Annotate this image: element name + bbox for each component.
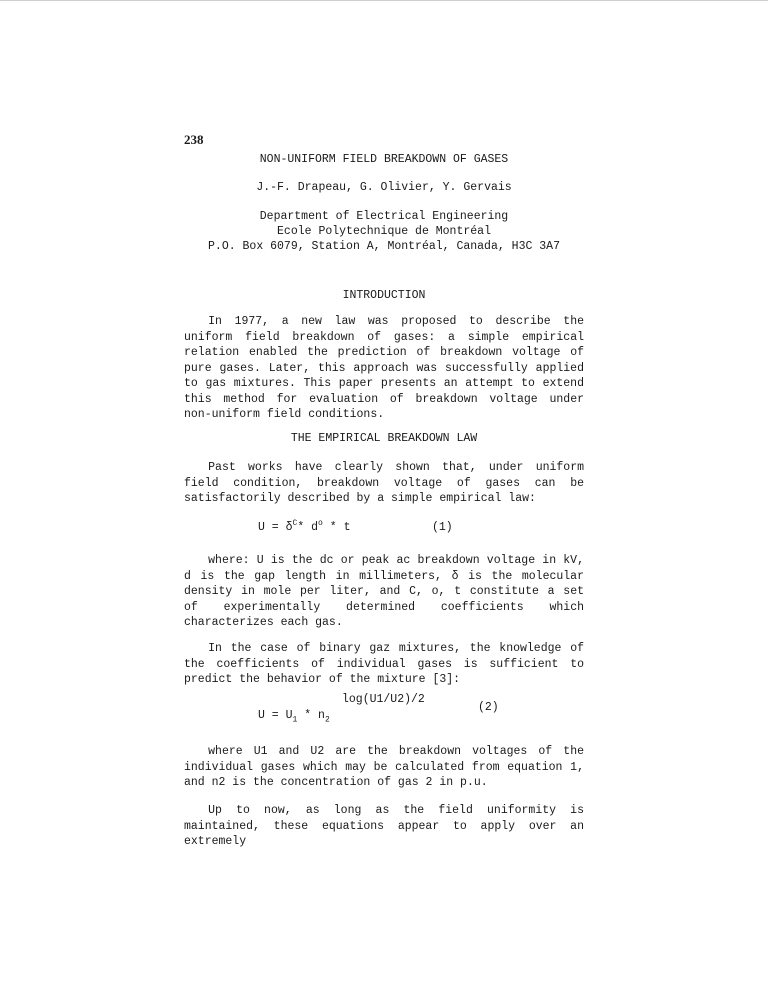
equation-2-number: (2) <box>478 701 499 714</box>
section-heading-empirical-law: THE EMPIRICAL BREAKDOWN LAW <box>290 432 478 445</box>
equation-2-exponent: log(U1/U2)/2 <box>342 693 425 706</box>
affiliation-department: Department of Electrical Engineering <box>259 210 509 223</box>
page-number: 238 <box>184 132 204 147</box>
law-paragraph-continuation: Up to now, as long as the field uniformity is maintained, these equations appear to apply over an extremely <box>184 804 584 848</box>
eq2-sub-2: 2 <box>324 715 330 725</box>
equation-2 <box>258 708 330 724</box>
law-paragraph-mixtures: In the case of binary gaz mixtures, the knowledge of the coefficients of individual gases is sufficient to predict the behavior of the mixture [3]: <box>184 642 584 686</box>
eq1-exponent-c: C <box>292 519 298 529</box>
paper-title: NON-UNIFORM FIELD BREAKDOWN OF GASES <box>259 153 509 166</box>
equation-1 <box>258 520 350 536</box>
section-heading-introduction: INTRODUCTION <box>342 289 426 302</box>
page-top-rule <box>0 0 768 1</box>
eq1-lhs: U = δ <box>258 521 293 534</box>
eq2-sub-1: 1 <box>292 715 298 725</box>
paper-authors: J.-F. Drapeau, G. Olivier, Y. Gervais <box>256 181 512 194</box>
eq1-rhs: * t <box>329 521 351 534</box>
introduction-paragraph: In 1977, a new law was proposed to describe the uniform field breakdown of gases: a simple empirical relation enabled the prediction of breakdown voltage of pure gases. Later, this approach was successfully applied to gas mixtures. This paper presents an attempt to extend this method for evaluation of breakdown voltage under non-uniform field conditions. <box>184 315 584 421</box>
eq1-exponent-o: o <box>318 519 323 529</box>
law-paragraph-definitions: where: U is the dc or peak ac breakdown voltage in kV, d is the gap length in millimeters, δ is the molecular density in mole per liter, and C, o, t constitute a set of experimentally determined coefficients which characterizes each gas. <box>184 554 584 629</box>
eq2-lhs: U = U <box>258 709 293 722</box>
affiliation-school: Ecole Polytechnique de Montréal <box>277 225 491 238</box>
equation-1-number: (1) <box>432 521 453 534</box>
eq2-mid: * n <box>297 709 325 722</box>
law-paragraph-variables: where U1 and U2 are the breakdown voltages of the individual gases which may be calculated from equation 1, and n2 is the concentration of gas 2 in p.u. <box>184 745 584 789</box>
affiliation-address: P.O. Box 6079, Station A, Montréal, Canada, H3C 3A7 <box>208 240 560 253</box>
law-paragraph-intro: Past works have clearly shown that, under uniform field condition, breakdown voltage of gases can be satisfactorily described by a simple empirical law: <box>184 461 584 505</box>
eq1-mid: * d <box>297 521 319 534</box>
